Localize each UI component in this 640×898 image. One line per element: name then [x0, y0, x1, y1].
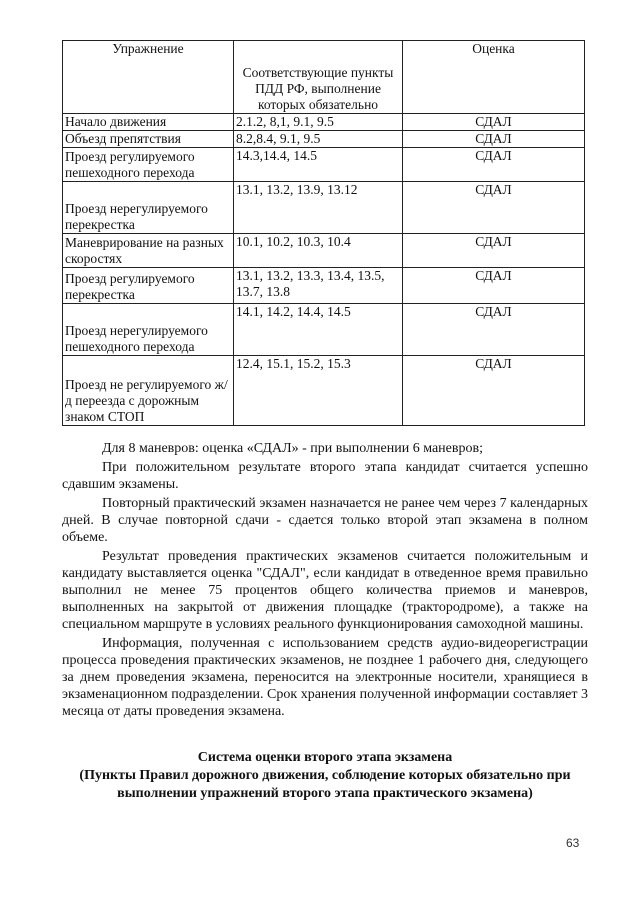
exercise-grade: СДАЛ — [403, 304, 585, 356]
paragraph: Для 8 маневров: оценка «СДАЛ» - при выполнении 6 маневров; — [102, 441, 484, 456]
paragraph: Информация, полученная с использованием средств аудио-видеорегистрации процесса проведения практических экзаменов, не позднее 1 рабочего дня, следующего за днем проведения экзамена, переносится на электронные носители, хранящиеся в экзаменационном подразделении. Срок хранения полученной информации составляет 3 месяца от даты проведения экзамена. — [62, 636, 588, 719]
exercise-points: 8.2,8.4, 9.1, 9.5 — [234, 131, 403, 148]
table-row — [63, 148, 585, 182]
table-row — [63, 356, 585, 426]
exercise-grade: СДАЛ — [403, 234, 585, 268]
exercise-grade: СДАЛ — [403, 148, 585, 182]
table-row — [63, 182, 585, 234]
exercise-name: Проезд нерегулируемого пешеходного перехода — [63, 304, 234, 356]
section-subtitle: (Пункты Правил дорожного движения, соблюдение которых обязательно при выполнении упражнений второго этапа практического экзамена) — [79, 768, 571, 801]
exercise-name: Проезд не регулируемого ж/д переезда с дорожным знаком СТОП — [63, 356, 234, 426]
page-number: 63 — [566, 836, 580, 850]
exercise-points: 14.1, 14.2, 14.4, 14.5 — [234, 304, 403, 356]
exercise-points: 2.1.2, 8,1, 9.1, 9.5 — [234, 114, 403, 131]
table-row — [63, 114, 585, 131]
exercise-points: 10.1, 10.2, 10.3, 10.4 — [234, 234, 403, 268]
header-exercise: Упражнение — [63, 41, 234, 114]
table-row — [63, 268, 585, 304]
exercise-name: Начало движения — [63, 114, 234, 131]
exercise-points: 14.3,14.4, 14.5 — [234, 148, 403, 182]
paragraph: При положительном результате второго этапа кандидат считается успешно сдавшим экзамены. — [62, 460, 588, 492]
exercise-grade: СДАЛ — [403, 268, 585, 304]
section-title: Система оценки второго этапа экзамена — [197, 750, 453, 765]
exercise-name: Проезд нерегулируемого перекрестка — [63, 182, 234, 234]
exercise-name: Проезд регулируемого пешеходного перехода — [63, 148, 234, 182]
exercise-grade: СДАЛ — [403, 131, 585, 148]
exercise-grade: СДАЛ — [403, 356, 585, 426]
exercise-points: 12.4, 15.1, 15.2, 15.3 — [234, 356, 403, 426]
exercise-name: Проезд регулируемого перекрестка — [63, 268, 234, 304]
header-grade: Оценка — [403, 41, 585, 114]
exercise-grade: СДАЛ — [403, 182, 585, 234]
exercise-name: Объезд препятствия — [63, 131, 234, 148]
exercise-grade: СДАЛ — [403, 114, 585, 131]
table-header-row — [63, 41, 585, 114]
exercise-table — [62, 40, 585, 426]
table-row — [63, 304, 585, 356]
section-heading — [40, 749, 610, 803]
body-text — [62, 440, 588, 722]
table-row — [63, 234, 585, 268]
exercise-name: Маневрирование на разных скоростях — [63, 234, 234, 268]
table-row — [63, 131, 585, 148]
exercise-points: 13.1, 13.2, 13.9, 13.12 — [234, 182, 403, 234]
paragraph: Результат проведения практических экзаменов считается положительным и кандидату выставляется оценка "СДАЛ", если кандидат в отведенное время правильно выполнил не менее 75 процентов общего количества приемов и маневров, выполненных на закрытой от движения площадке (трактородроме), а также на специальном маршруте в условиях реального функционирования самоходной машины. — [62, 549, 588, 632]
exercise-points: 13.1, 13.2, 13.3, 13.4, 13.5, 13.7, 13.8 — [234, 268, 403, 304]
paragraph: Повторный практический экзамен назначается не ранее чем через 7 календарных дней. В случае повторной сдачи - сдается только второй этап экзамена в полном объеме. — [62, 496, 588, 545]
header-points: Соответствующие пункты ПДД РФ, выполнение которых обязательно — [234, 41, 403, 114]
